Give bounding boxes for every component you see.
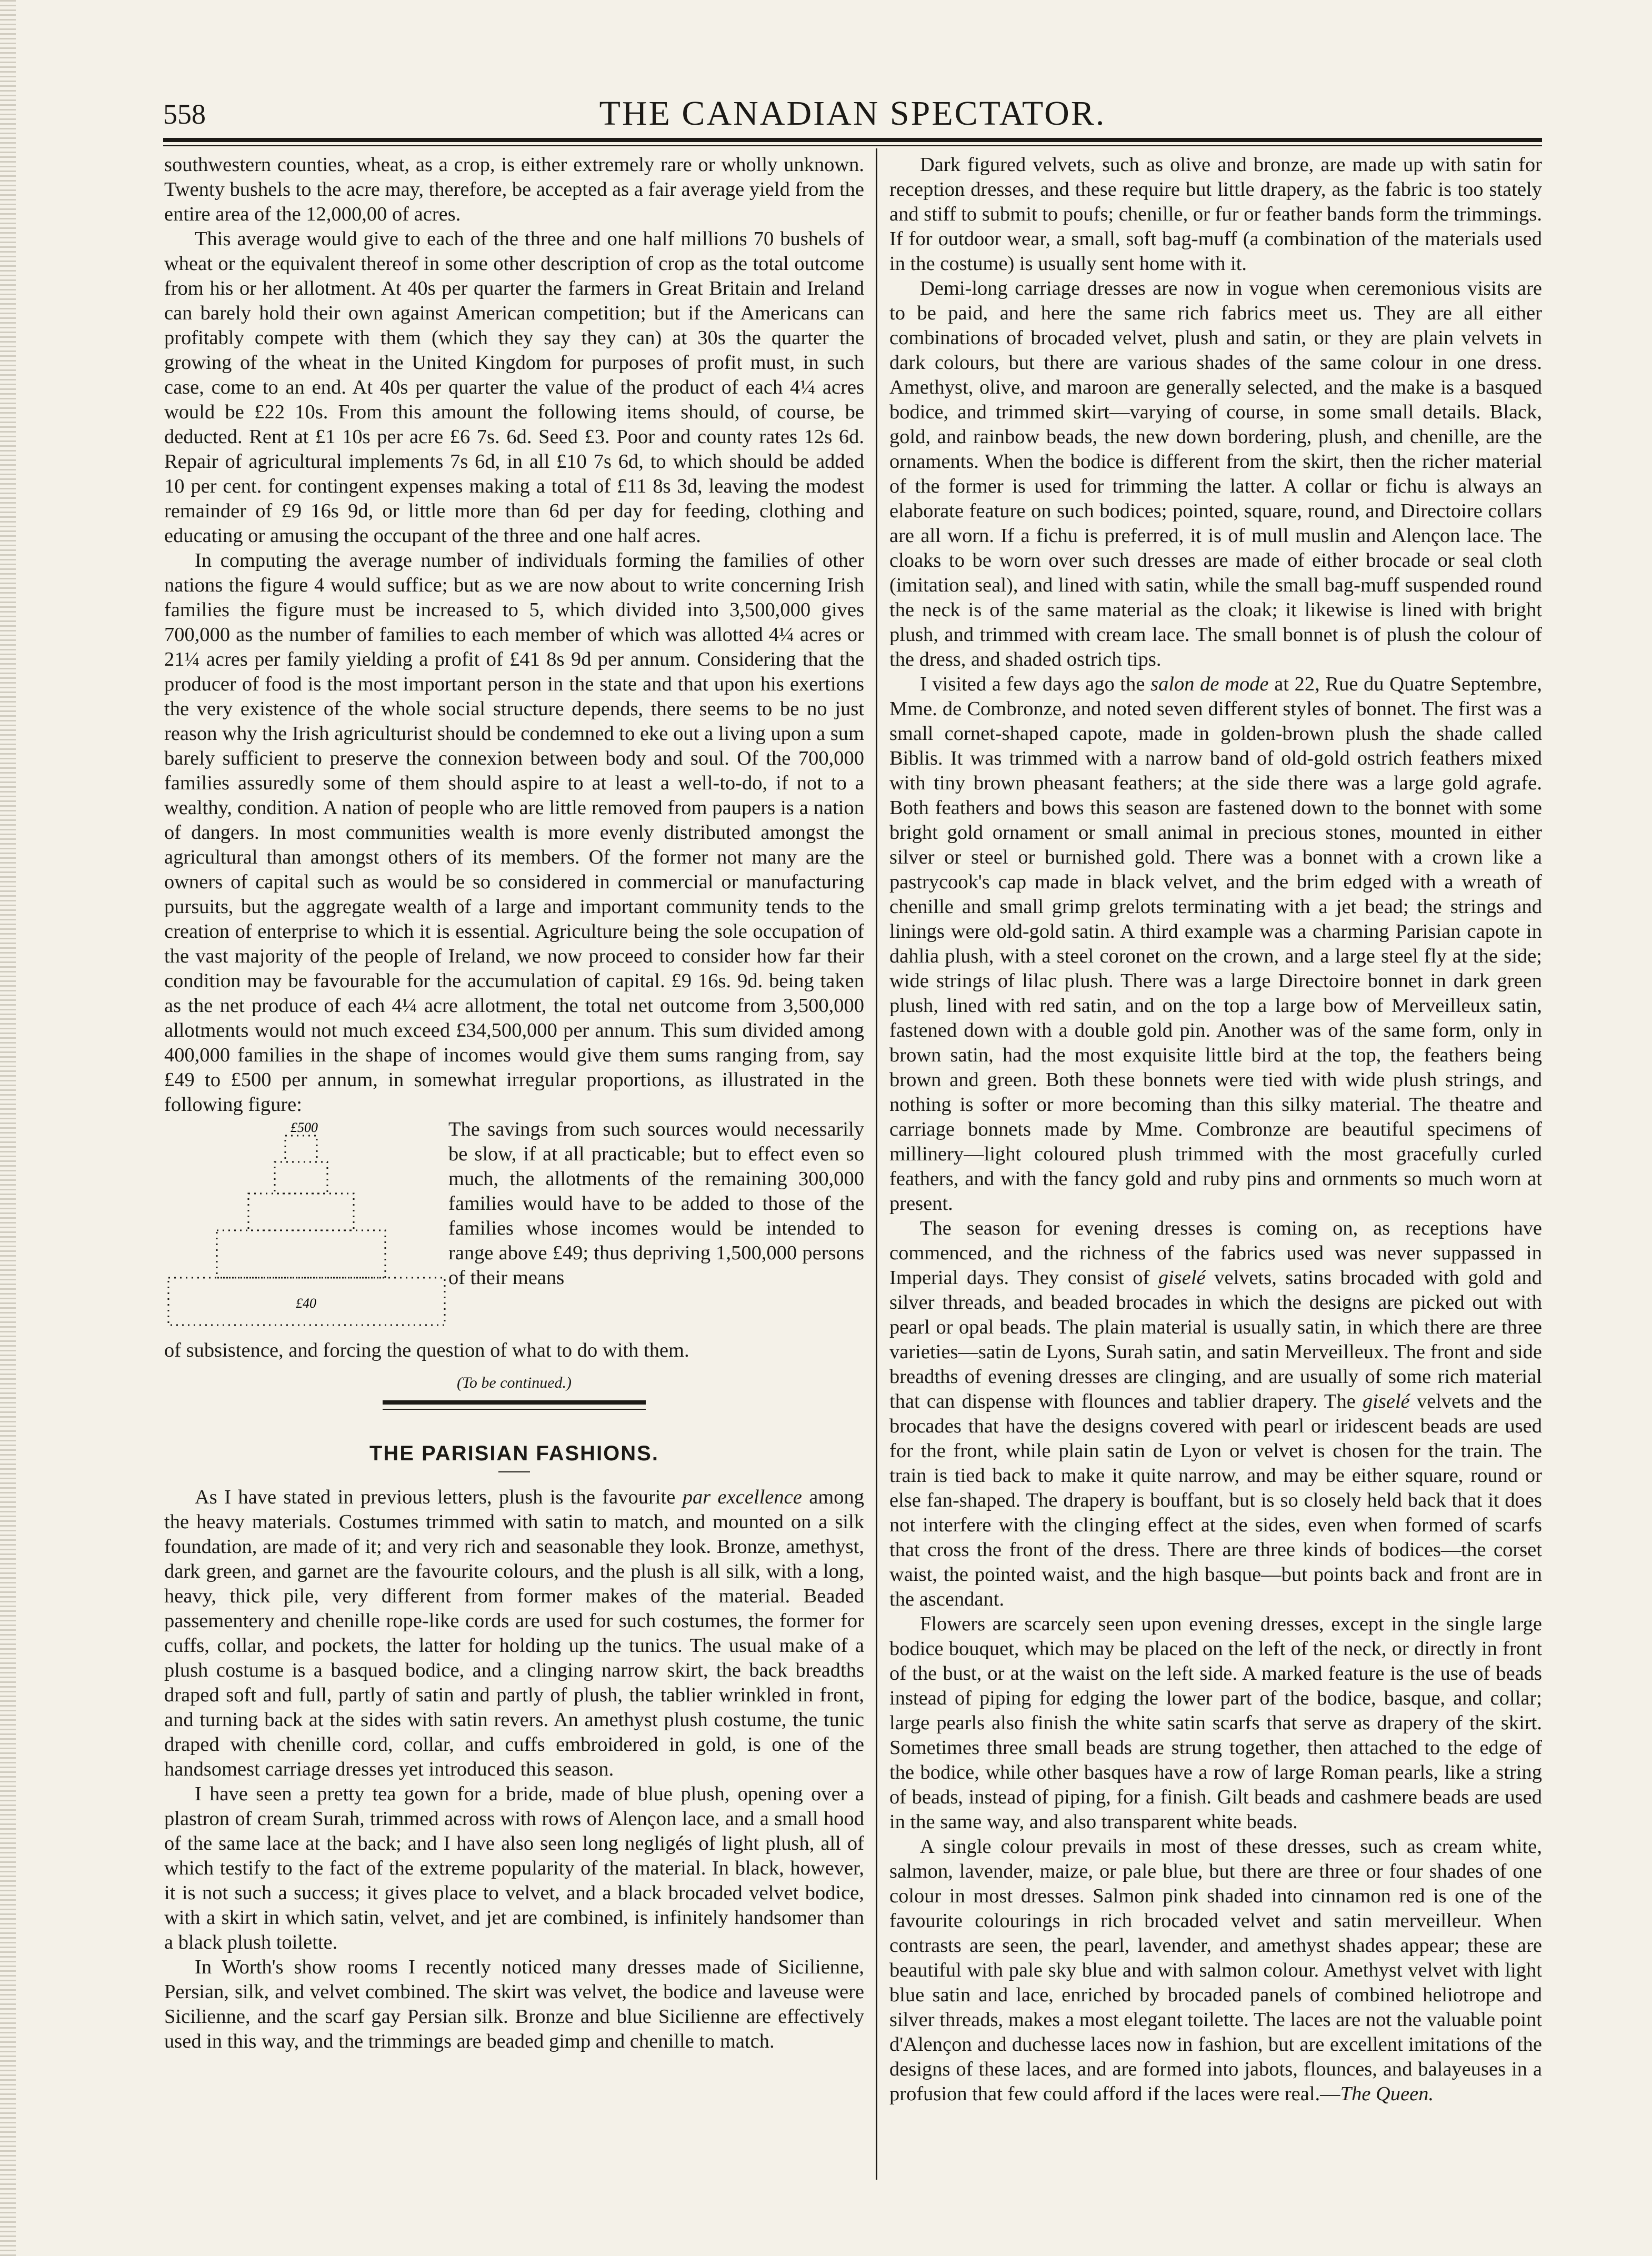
page-number: 558 bbox=[163, 98, 206, 130]
paragraph: southwestern counties, wheat, as a crop, is either extremely rare or wholly unknown. Twenty bushels to the acre may, therefore, be accepted as a fair average yield from the entire area of the 12,000,00 of acres. bbox=[164, 154, 864, 225]
figure-top-label: £500 bbox=[291, 1120, 318, 1135]
section-rule-heavy bbox=[383, 1400, 646, 1405]
paragraph: Flowers are scarcely seen upon evening dresses, except in the single large bodice bouquet, which may be placed on the left of the neck, or directly in front of the bust, or at the waist on the left side. A marked feature is the use of beads instead of piping for edging the lower part of the bodice, basque, and collar; large pearls also finish the white satin scarfs that serve as drapery of the skirt. Sometimes three small beads are strung together, then attached to the edge of the bodice, while other basques have a row of large Roman pearls, like a string of beads, instead of piping, for a finish. Gilt beads and cashmere beads are used in the same way, and also transparent white beads. bbox=[889, 1613, 1542, 1833]
column-divider bbox=[876, 148, 877, 2180]
paragraph: I visited a few days ago the salon de mode at 22, Rue du Quatre Septembre, Mme. de Combronze, and noted seven different styles of bonnet. The first was a small cornet-shaped capote, made in golden-brown plush the shade called Biblis. It was trimmed with a narrow band of old-gold ostrich feathers mixed with tiny brown pheasant feathers; at the side there was a large gold agrafe. Both feathers and bows this season are fastened down to the bonnet with some bright gold ornament or small animal in precious stones, mounted in either silver or steel or burnished gold. There was a bonnet with a crown like a pastrycook's cap made in black velvet, and the brim edged with a wreath of chenille and small grimp grelots terminating with a jet bead; the strings and linings were old-gold satin. A third example was a charming Parisian capote in dahlia plush, with a steel coronet on the crown, and a large steel fly at the side; wide strings of lilac plush. There was a large Directoire bonnet in dark green plush, lined with red satin, and on the top a large bow of Merveilleux satin, fastened down with a double gold pin. Another was of the same form, only in brown satin, had the most exquisite little bird at the top, the feathers being brown and green. Both these bonnets were tied with wide plush strings, and nothing is softer or more becoming than this silky material. The theatre and carriage bonnets made by Mme. Combronze are beautiful specimens of millinery—light coloured plush trimmed with the most gracefully curled feathers, and with the fancy gold and ruby pins and ornments so much worn at present. bbox=[889, 673, 1542, 1215]
paragraph: The season for evening dresses is coming on, as receptions have commenced, and the richness of the fabrics used was never suppassed in Imperial days. They consist of giselé velvets, satins brocaded with gold and silver threads, and beaded brocades in which the designs are picked out with pearl or opal beads. The plain material is usually satin, in which there are three varieties—satin de Lyons, Surah satin, and satin Merveilleux. The front and side breadths of evening dresses are clinging, and are usually of some rich material that can dispense with flounces and tablier drapery. The giselé velvets and the brocades that have the designs covered with pearl or iridescent beads are used for the front, while plain satin de Lyon or velvet is chosen for the train. The train is tied back to make it quite narrow, and may be either square, round or else fan-shaped. The drapery is bouffant, but is so closely held back that it does not interfere with the clinging effect at the sides, even when formed of scarfs that cross the front of the dress. There are three kinds of bodices—the corset waist, the pointed waist, and the high basque—but points back and front are in the ascendant. bbox=[889, 1217, 1542, 1610]
paragraph: Demi-long carriage dresses are now in vogue when ceremonious visits are to be paid, and here the same rich fabrics meet us. They are all either combinations of brocaded velvet, plush and satin, or they are plain velvets in dark colours, but there are various shades of the same colour in one dress. Amethyst, olive, and maroon are generally selected, and the make is a basqued bodice, and trimmed skirt—varying of course, in some small details. Black, gold, and rainbow beads, the new down bordering, plush, and chenille, are the ornaments. When the bodice is different from the skirt, then the richer material of the former is used for trimming the latter. A collar or fichu is always an elaborate feature on such bodices; pointed, square, round, and Directoire collars are all worn. If a fichu is preferred, it is of mull muslin and Alençon lace. The cloaks to be worn over such dresses are made of either brocade or seal cloth (imitation seal), and lined with satin, while the small bag-muff suspended round the neck is of the same material as the cloak; it likewise is lined with bright plush, and trimmed with cream lace. The small bonnet is of plush the colour of the dress, and shaded ostrich tips. bbox=[889, 277, 1542, 670]
left-column bbox=[164, 153, 864, 2054]
paragraph: of subsistence, and forcing the question of what to do with them. bbox=[164, 1339, 689, 1361]
income-figure-block bbox=[164, 1117, 864, 1338]
source-signature: The Queen. bbox=[1340, 2083, 1434, 2105]
section-heading: THE PARISIAN FASHIONS. bbox=[369, 1442, 659, 1465]
paragraph: As I have stated in previous letters, plush is the favourite par excellence among the heavy materials. Costumes trimmed with satin to match, and mounted on a silk foundation, are made of it; and very rich and seasonable they look. Bronze, amethyst, dark green, and garnet are the favourite colours, and the plush is all silk, with a long, heavy, thick pile, very different from former makes of the material. Beaded passementery and chenille rope-like cords are used for such costumes, the former for cuffs, collar, and pockets, the latter for holding up the tunics. The usual make of a plush costume is a basqued bodice, and a clinging narrow skirt, the back breadths draped soft and full, partly of satin and partly of plush, the tablier wrinkled in front, and turning back at the sides with satin revers. An amethyst plush costume, the tunic draped with chenille cord, collar, and cuffs embroidered in gold, is one of the handsomest carriage dresses yet introduced this season. bbox=[164, 1486, 864, 1780]
header-rule-light bbox=[163, 145, 1542, 146]
masthead-title: THE CANADIAN SPECTATOR. bbox=[599, 94, 1106, 133]
income-pyramid-figure bbox=[164, 1117, 448, 1338]
page-header bbox=[163, 94, 1542, 136]
paragraph: Dark figured velvets, such as olive and bronze, are made up with satin for reception dresses, and these require but little drapery, as the fabric is too stately and stiff to submit to poufs; chenille, or fur or feather bands form the trimmings. If for outdoor wear, a small, soft bag-muff (a combination of the materials used in the costume) is usually sent home with it. bbox=[889, 154, 1542, 275]
paragraph: I have seen a pretty tea gown for a bride, made of blue plush, opening over a plastron of cream Surah, trimmed across with rows of Alençon lace, and a small hood of the same lace at the back; and I have also seen long negligés of light plush, all of which testify to the fact of the extreme popularity of the material. In black, however, it is not such a success; it gives place to velvet, and a black brocaded velvet bodice, with a skirt in which satin, velvet, and jet are combined, is infinitely handsomer than a black plush toilette. bbox=[164, 1783, 864, 1953]
header-rule-heavy bbox=[163, 138, 1542, 142]
right-column bbox=[889, 153, 1542, 2107]
paragraph: This average would give to each of the three and one half millions 70 bushels of wheat or the equivalent thereof in some other description of crop as the total outcome from his or her allotment. At 40s per quarter the farmers in Great Britain and Ireland can barely hold their own against American competition; but if the Americans can profitably compete with them (which they say they can) at 30s the quarter the growing of the wheat in the United Kingdom for purposes of profit must, in such case, come to an end. At 40s per quarter the value of the product of each 4¼ acres would be £22 10s. From this amount the following items should, of course, be deducted. Rent at £1 10s per acre £6 7s. 6d. Seed £3. Poor and county rates 12s 6d. Repair of agricultural implements 7s 6d, in all £10 7s 6d, to which should be added 10 per cent. for contingent expenses making a total of £11 8s 3d, leaving the modest remainder of £9 16s 9d, or little more than 6d per day for feeding, clothing and educating or amusing the occupant of the three and one half acres. bbox=[164, 228, 864, 547]
to-be-continued-note: (To be continued.) bbox=[456, 1374, 572, 1391]
paragraph: In computing the average number of individuals forming the families of other nations the figure 4 would suffice; but as we are now about to write concerning Irish families the figure must be increased to 5, which divided into 3,500,000 gives 700,000 as the number of families to each member of which was allotted 4¼ acres or 21¼ acres per family yielding a profit of £41 8s 9d per annum. Considering that the producer of food is the most important person in the state and that upon his exertions the very existence of the whole social structure depends, there seems to be no just reason why the Irish agriculturist should be condemned to eke out a living upon a sum barely sufficient to preserve the connexion between body and soul. Of the 700,000 families assuredly some of them should aspire to at least a well-to-do, if not to a wealthy, condition. A nation of people who are little removed from paupers is a nation of dangers. In most communities wealth is more evenly distributed amongst the agricultural than amongst others of its members. Of the former not many are the owners of capital such as would be so considered in commercial or manufacturing pursuits, but the aggregate wealth of a large and important community tends to the creation of enterprise to which it is essential. Agriculture being the sole occupation of the vast majority of the people of Ireland, we now proceed to consider how far their condition may be favourable for the accumulation of capital. £9 16s. 9d. being taken as the net produce of each 4¼ acre allotment, the total net outcome from 3,500,000 allotments would not much exceed £34,500,000 per annum. This sum divided among 400,000 families in the shape of incomes would give them sums ranging from, say £49 to £500 per annum, in somewhat irregular proportions, as illustrated in the following figure: bbox=[164, 549, 864, 1116]
paragraph: A single colour prevails in most of these dresses, such as cream white, salmon, lavender, maize, or pale blue, but there are three or four shades of one colour in most dresses. Salmon pink shaded into cinnamon red is one of the favourite colourings in rich brocaded velvet and satin merveilleur. When contrasts are seen, the pearl, lavender, and amethyst shades appear; these are beautiful with pale sky blue and with salmon colour. Amethyst velvet with light blue satin and lace, enriched by brocaded panels of combined heliotrope and silver threads, makes a most elegant toilette. The laces are not the valuable point d'Alençon and duchesse laces now in fashion, but are excellent imitations of the designs of these laces, and are formed into jabots, flounces, and balayeuses in a profusion that few could afford if the laces were real.—The Queen. bbox=[889, 1836, 1542, 2105]
section-rule-light bbox=[383, 1409, 646, 1410]
figure-bottom-label: £40 bbox=[296, 1296, 316, 1311]
page-binding-edge bbox=[0, 0, 16, 2256]
paragraph: In Worth's show rooms I recently noticed many dresses made of Sicilienne, Persian, silk, and velvet combined. The skirt was velvet, the bodice and laveuse were Sicilienne, and the scarf gay Persian silk. Bronze and blue Sicilienne are effectively used in this way, and the trimmings are beaded gimp and chenille to match. bbox=[164, 1956, 864, 2052]
heading-underline bbox=[498, 1471, 530, 1472]
figure-side-text: The savings from such sources would necessarily be slow, if at all practicable; but to effect even so much, the allotments of the remaining 300,000 families would have to be added to those of the families whose incomes would be intended to range above £49; thus depriving 1,500,000 persons of their means bbox=[448, 1118, 864, 1289]
